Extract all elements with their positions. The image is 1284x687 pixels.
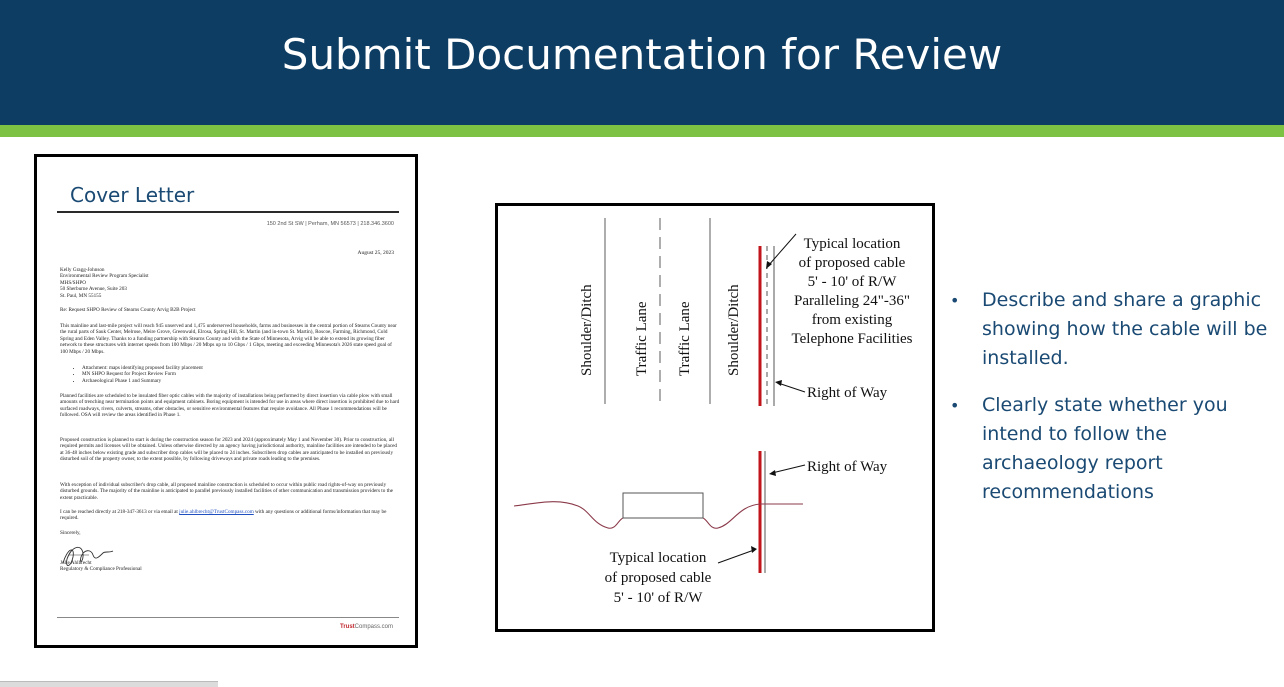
- footer-divider: [57, 617, 399, 618]
- signer-title: Regulatory & Compliance Professional: [60, 566, 142, 573]
- accent-bar: [0, 125, 1284, 137]
- callout-leader: [768, 234, 796, 266]
- row-label-top: Right of Way: [807, 385, 888, 401]
- recipient-line: MHS/SHPO: [60, 279, 86, 286]
- brand-accent: Trust: [339, 624, 355, 630]
- bullet-item: [950, 286, 1270, 373]
- letter-recipient: [60, 267, 400, 299]
- bottom-callout-line: 5' - 10' of R/W: [613, 590, 703, 606]
- slide-header: [0, 0, 1284, 125]
- top-callout-line: 5' - 10' of R/W: [807, 274, 897, 290]
- letter-paragraph: Planned facilities are scheduled to be insulated fiber optic cables with the majority of installations being performed by direct insertion via cable plow with small amounts of trenching near termination points and equipment cabinets. Boring equipment is intended for use in areas where direct insertion is prohibited due to hard surfaced roadways, rivers, culverts, streams, other obstacles, or sensitive environmental features that require avoidance. All Phase 1 recommendations will be followed. OSA will review the areas identified in Phase 1.: [60, 393, 400, 419]
- letter-closing: Sincerely,: [60, 530, 81, 536]
- letter-paragraph: This mainline and last-mile project will reach 945 unserved and 1,475 underserved households, farms and businesses in the central portion of Stearns County near the rural parts of Sauk Center, Melrose, Meire Grove, Greenwald, Elrosa, Spring Hill, St. Martin (and in-town St. Martin), Roscoe, Farming, Richmond, Cold Spring and Eden Valley. Thanks to a funding partnership with Stearns County and with the State of Minnesota, Arvig will be able to extend its growing fiber network to these structures with internet speeds from 100 Mbps / 20 Mbps up to 10 Gbps / 1 Gbps, meeting and exceeding Minnesota's 2026 state speed goal of 100 Mbps / 20 Mbps.: [60, 323, 397, 355]
- cover-letter-heading: Cover Letter: [70, 183, 195, 207]
- signer-block: [60, 560, 400, 573]
- recipient-line: 50 Sherburne Avenue, Suite 203: [60, 286, 127, 293]
- row-leader: [778, 383, 805, 392]
- bullet-text: Clearly state whether you intend to follow the archaeology report recommendations: [982, 394, 1228, 503]
- lane-label-traffic: Traffic Lane: [677, 301, 693, 376]
- letter-address: 150 2nd St SW | Perham, MN 56573 | 218.346.3600: [266, 221, 394, 227]
- bullet-text: Describe and share a graphic showing how the cable will be installed.: [982, 289, 1268, 369]
- top-callout-line: of proposed cable: [798, 255, 906, 271]
- bullet-icon: •: [950, 396, 960, 415]
- callout-leader: [718, 550, 754, 563]
- letter-paragraph: With exception of individual subscriber's drop cable, all proposed mainline construction is scheduled to occur within public road rights-of-way on previously disturbed grounds. The majority of the mainline is anticipated to parallel previously installed facilities of other communication and transmission providers to the extent practicable.: [60, 482, 393, 501]
- top-callout-line: from existing: [811, 312, 893, 328]
- lane-label-shoulder: Shoulder/Ditch: [579, 284, 595, 376]
- brand-logo: [340, 624, 393, 630]
- top-callout-line: Telephone Facilities: [791, 331, 913, 347]
- slide-title: Submit Documentation for Review: [281, 30, 1003, 79]
- arrowhead-icon: [751, 546, 757, 553]
- lane-label-shoulder: Shoulder/Ditch: [726, 284, 742, 376]
- top-callout-line: Paralleling 24"-36": [794, 293, 910, 309]
- recipient-line: Kelly Gragg-Johnson: [60, 267, 105, 273]
- bullet-list: [950, 286, 1270, 525]
- letter-date: August 25, 2023: [357, 250, 394, 256]
- roadway-section: [623, 493, 703, 518]
- recipient-line: Environmental Review Program Specialist: [60, 273, 149, 280]
- attachment-item: • Archaeological Phase 1 and Summary: [82, 378, 400, 384]
- brand-rest: Compass.com: [354, 624, 393, 630]
- letter-divider: [57, 211, 399, 213]
- contact-text: I can be reached directly at 218-347-3613 or via email at: [60, 509, 180, 515]
- attachment-item: • Attachment: maps identifying proposed facility placement: [82, 365, 400, 371]
- letter-contact: [60, 509, 400, 522]
- attachment-item: • MN SHPO Request for Project Review Form: [82, 371, 400, 377]
- contact-email-link[interactable]: julie.ahlbrecht@TrustCompass.com: [179, 509, 254, 515]
- bullet-item: [950, 391, 1270, 507]
- arrowhead-icon: [775, 380, 782, 386]
- top-callout-line: Typical location: [803, 236, 901, 252]
- row-label-bottom: Right of Way: [807, 459, 888, 475]
- arrowhead-icon: [769, 470, 776, 476]
- letter-subject: Re: Request SHPO Review of Stearns County Arvig B2B Project: [60, 307, 196, 313]
- letter-attachments: [60, 365, 400, 384]
- lane-label-traffic: Traffic Lane: [634, 301, 650, 376]
- signer-name: Julie Ahlbrecht: [60, 560, 92, 566]
- recipient-line: St. Paul, MN 55155: [60, 292, 102, 299]
- cover-letter-image: [34, 154, 418, 648]
- row-leader: [772, 465, 805, 473]
- bottom-callout-line: Typical location: [609, 550, 707, 566]
- cable-installation-diagram: [495, 203, 935, 632]
- diagram-svg: [498, 206, 932, 629]
- contact-text: with any questions or additional forms/information that may be required.: [60, 509, 387, 522]
- letter-paragraph: Proposed construction is planned to start is during the construction season for 2023 and 2024 (approximately May 1 and November 30). Prior to construction, all required permits and licenses will be obtained. Unless otherwise directed by an agency having jurisdictional authority, mainline facilities are intended to be placed at 36-48 inches below existing grade and subscriber drop cables will be placed to 24 inches. Subscribers drop cables are anticipated to be installed on previously disturbed soil of the property owner, to the extent possible, by following driveways and private roads leading to the premises.: [60, 437, 398, 463]
- bottom-callout-line: of proposed cable: [604, 570, 712, 586]
- window-edge: [0, 681, 218, 687]
- bullet-icon: •: [950, 291, 960, 310]
